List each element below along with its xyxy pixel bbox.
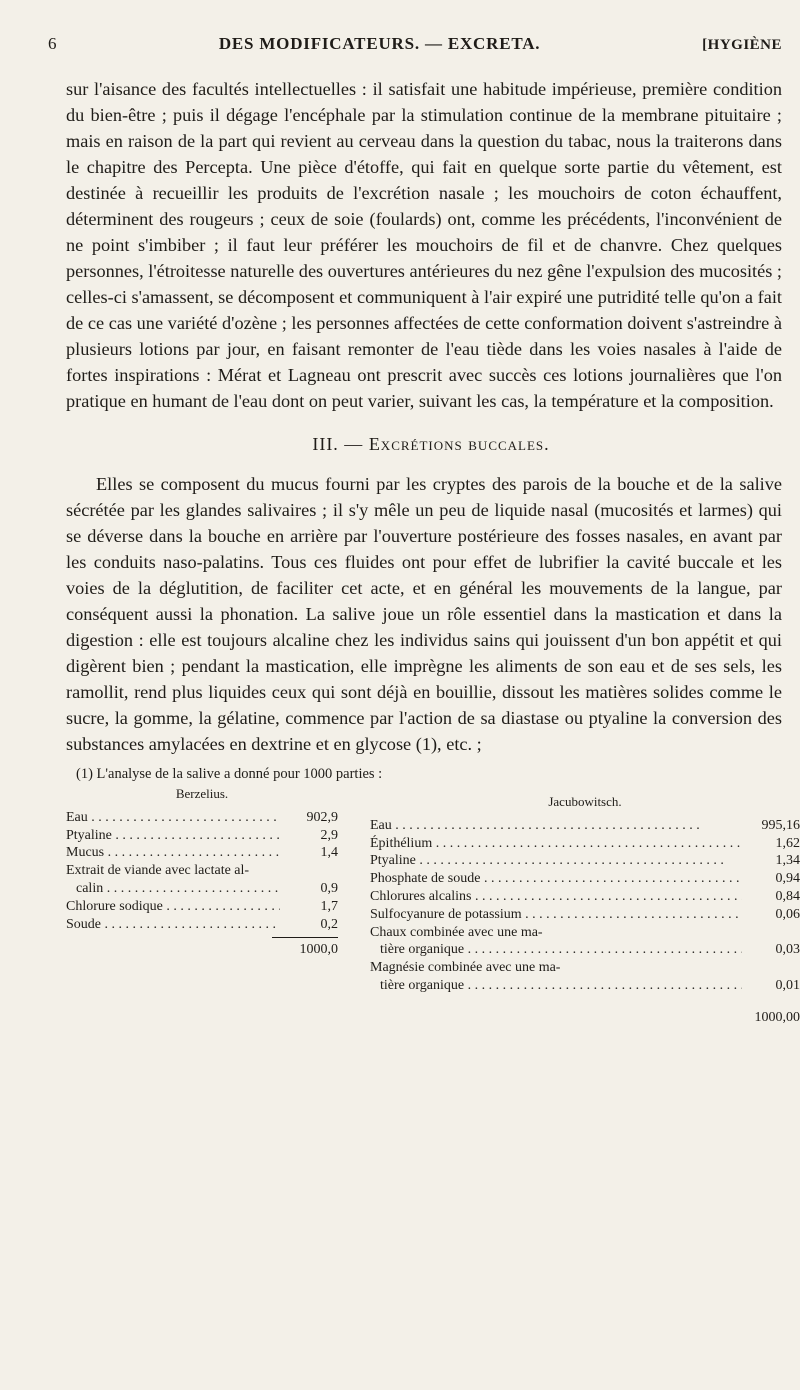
row-value: 0,03 [775, 942, 800, 958]
paragraph-2: Elles se composent du mucus fourni par les cryptes des parois de la bouche et de la salive sécrétée par les glandes salivaires ; il s'y mêle un peu de liquide nasal (mucosités et larmes) qui se déverse dans la bouche en arrière par l'ouverture postérieure des fosses nasales, en avant par les conduits naso-palatins. Tous ces fluides ont pour effet de lubrifier la cavité buccale et les voies de la déglutition, de faciliter cet acte, et en général les mouvements de la langue, par conséquent aussi la phonation. La salive joue un rôle essentiel dans la mastication et dans la digestion : elle est toujours alcaline chez les individus sains qui jouissent d'un bon appétit et qui digèrent bien ; pendant la mastication, elle imprègne les aliments de son eau et de ses sels, les ramollit, rend plus liquides ceux qui sont déjà en bouillie, dissout les matières solides comme le sucre, la gomme, la gélatine, commence par l'action de sa diastase ou ptyaline la conversion des substances amylacées en dextrine et en glycose (1), etc. ; [66, 474, 782, 754]
row-name: Chlorure sodique . . . [66, 898, 280, 916]
table-row [370, 852, 800, 870]
table-berzelius [66, 785, 338, 1027]
table-row [370, 817, 800, 835]
table-total: 1000,0 [299, 942, 338, 958]
row-name: tière organique . . . [370, 941, 742, 959]
book-page [40, 34, 800, 1027]
table-row [370, 906, 800, 924]
footnote-intro: (1) L'analyse de la salive a donné pour 1000 parties : [76, 766, 383, 782]
row-value: 0,2 [320, 916, 338, 932]
row-name: Ptyaline . . . [66, 827, 280, 845]
row-name: Épithélium . . . [370, 835, 742, 853]
row-name: Phosphate de soude . . . [370, 870, 742, 888]
running-title: DES MODIFICATEURS. — EXCRETA. [218, 34, 541, 53]
table-row [66, 827, 338, 845]
row-name: Sulfocyanure de potassium . . . [370, 906, 742, 924]
table-row [66, 844, 338, 862]
table-total: 1000,00 [754, 1009, 800, 1025]
table-row [370, 977, 800, 995]
running-head [40, 34, 782, 54]
row-value: 1,62 [775, 835, 800, 851]
table-row [66, 898, 338, 916]
row-value: 902,9 [306, 809, 338, 825]
row-name: Chlorures alcalins . . . [370, 888, 742, 906]
table-row [66, 880, 338, 898]
section-title: Excrétions buccales. [368, 434, 550, 454]
analysis-tables [66, 785, 800, 1027]
row-name: Ptyaline . . . [370, 852, 742, 870]
row-name: Eau . . . [370, 817, 742, 835]
table-row [66, 862, 338, 880]
row-name: calin . . . [66, 880, 280, 898]
row-value: 0,01 [775, 977, 800, 993]
total-rule [272, 937, 338, 938]
table-row [66, 916, 338, 934]
row-name: Magnésie combinée avec une ma- [370, 960, 561, 976]
table-row [370, 835, 800, 853]
row-name: Eau . . . [66, 809, 280, 827]
row-value: 0,94 [775, 871, 800, 887]
table-row [370, 941, 800, 959]
row-name: Extrait de viande avec lactate al- [66, 863, 250, 879]
row-value: 1,4 [320, 845, 338, 861]
section-heading [80, 434, 782, 455]
row-value: 995,16 [761, 817, 800, 833]
table-row [370, 870, 800, 888]
section-label: [HYGIÈNE [702, 37, 782, 53]
row-value: 2,9 [320, 827, 338, 843]
row-name: tière organique . . . [370, 977, 742, 995]
row-value: 0,06 [775, 906, 800, 922]
table-jacubowitsch [370, 785, 800, 1027]
row-value: 0,9 [320, 880, 338, 896]
page-number: 6 [48, 34, 57, 53]
table-row [370, 888, 800, 906]
row-value: 0,84 [775, 888, 800, 904]
table-row [370, 924, 800, 942]
row-name: Soude . . . [66, 916, 280, 934]
table-author: Jacubowitsch. [548, 794, 622, 809]
row-value: 1,34 [775, 853, 800, 869]
footnote [76, 765, 782, 783]
table-author: Berzelius. [175, 786, 229, 801]
paragraph-1: sur l'aisance des facultés intellectuelles : il satisfait une habitude impérieuse, première condition du bien-être ; puis il dégage l'encéphale par la stimulation continue de la membrane pituitaire ; mais en raison de la part qui revient au cerveau dans la question du tabac, nous la traiterons dans le chapitre des Percepta. Une pièce d'étoffe, qui fait en quelque sorte partie du vêtement, est destinée à recueillir les produits de l'excrétion nasale ; les mouchoirs de coton échauffent, déterminent des rougeurs ; ceux de soie (foulards) ont, comme les précédents, l'inconvénient de ne point s'imbiber ; il faut leur préférer les mouchoirs de fil et de chanvre. Chez quelques personnes, l'étroitesse naturelle des ouvertures antérieures du nez gêne l'expulsion des mucosités ; celles-ci s'amassent, se décomposent et communiquent à l'air expiré une putridité telle qu'on a fait de ce cas une variété d'ozène ; les personnes affectées de cette conformation doivent s'astreindre à plusieurs lotions par jour, en faisant remonter de l'eau tiède dans les voies nasales à l'aide de fortes inspirations : Mérat et Lagneau ont prescrit avec succès ces lotions journalières que l'on pratique en humant de l'eau dont on peut varier, suivant les cas, la température et la composition. [66, 79, 782, 411]
section-number: III. — [312, 434, 364, 454]
table-row [370, 959, 800, 977]
table-row [66, 809, 338, 827]
row-name: Mucus . . . [66, 844, 280, 862]
row-name: Chaux combinée avec une ma- [370, 924, 543, 940]
row-value: 1,7 [320, 898, 338, 914]
